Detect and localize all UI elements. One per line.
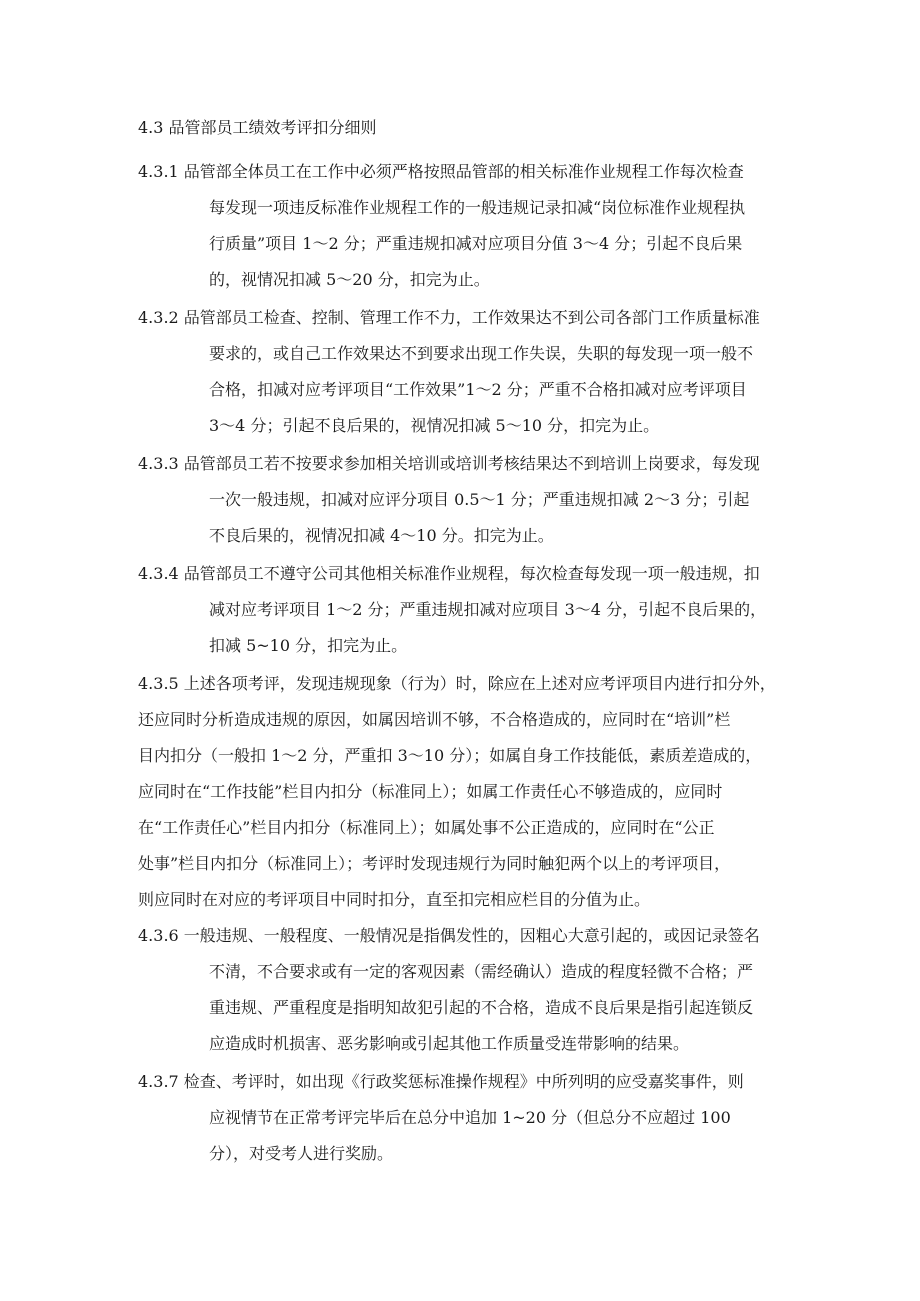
clause-line: 4.3.3 品管部员工若不按要求参加相关培训或培训考核结果达不到培训上岗要求，每发现 bbox=[138, 454, 760, 473]
clause-line: 行质量”项目 1～2 分；严重违规扣减对应项目分值 3～4 分；引起不良后果 bbox=[209, 234, 743, 253]
clause-line: 4.3.2 品管部员工检查、控制、管理工作不力，工作效果达不到公司各部门工作质量标准 bbox=[138, 308, 760, 327]
clause-line: 4.3.6 一般违规、一般程度、一般情况是指偶发性的，因粗心大意引起的，或因记录签名 bbox=[138, 926, 760, 945]
clause-line: 4.3.5 上述各项考评，发现违规现象（行为）时，除应在上述对应考评项目内进行扣分外， bbox=[138, 674, 776, 693]
clause-line: 4.3.1 品管部全体员工在工作中必须严格按照品管部的相关标准作业规程工作每次检查 bbox=[138, 162, 744, 181]
clause-line: 一次一般违规，扣减对应评分项目 0.5～1 分；严重违规扣减 2～3 分；引起 bbox=[209, 490, 750, 509]
clause-line: 应视情节在正常考评完毕后在总分中追加 1~20 分（但总分不应超过 100 bbox=[209, 1108, 731, 1127]
clause-line: 3～4 分；引起不良后果的，视情况扣减 5～10 分，扣完为止。 bbox=[209, 416, 660, 435]
clause-line: 每发现一项违反标准作业规程工作的一般违规记录扣减“岗位标准作业规程执 bbox=[209, 198, 746, 217]
clause-line: 处事”栏目内扣分（标准同上）；考评时发现违规行为同时触犯两个以上的考评项目， bbox=[138, 854, 731, 873]
clause-line: 要求的，或自己工作效果达不到要求出现工作失误，失职的每发现一项一般不 bbox=[209, 344, 754, 363]
clause-line: 应同时在“工作技能”栏目内扣分（标准同上）；如属工作责任心不够造成的，应同时 bbox=[138, 782, 723, 801]
clause-line: 不良后果的，视情况扣减 4～10 分。扣完为止。 bbox=[209, 526, 554, 545]
clause-line: 目内扣分（一般扣 1～2 分，严重扣 3～10 分）；如属自身工作技能低，素质差造成的， bbox=[138, 746, 762, 765]
clause-line: 应造成时机损害、恶劣影响或引起其他工作质量受连带影响的结果。 bbox=[209, 1034, 690, 1053]
clause-line: 4.3.7 检查、考评时，如出现《行政奖惩标准操作规程》中所列明的应受嘉奖事件，则 bbox=[138, 1072, 744, 1091]
clause-line: 不清，不合要求或有一定的客观因素（需经确认）造成的程度轻微不合格；严 bbox=[209, 962, 754, 981]
clause-line: 合格，扣减对应考评项目“工作效果”1～2 分；严重不合格扣减对应考评项目 bbox=[209, 380, 747, 399]
section-heading: 4.3 品管部员工绩效考评扣分细则 bbox=[138, 118, 377, 137]
clause-line: 在“工作责任心”栏目内扣分（标准同上）；如属处事不公正造成的，应同时在“公正 bbox=[138, 818, 715, 837]
clause-line: 减对应考评项目 1～2 分；严重违规扣减对应项目 3～4 分，引起不良后果的， bbox=[209, 600, 767, 619]
clause-line: 还应同时分析造成违规的原因，如属因培训不够，不合格造成的，应同时在“培训”栏 bbox=[138, 710, 731, 729]
clause-line: 重违规、严重程度是指明知故犯引起的不合格，造成不良后果是指引起连锁反 bbox=[209, 998, 754, 1017]
clause-line: 4.3.4 品管部员工不遵守公司其他相关标准作业规程，每次检查每发现一项一般违规，扣 bbox=[138, 564, 760, 583]
clause-line: 则应同时在对应的考评项目中同时扣分，直至扣完相应栏目的分值为止。 bbox=[138, 890, 651, 909]
clause-line: 扣减 5~10 分，扣完为止。 bbox=[209, 636, 408, 655]
clause-line: 的，视情况扣减 5～20 分，扣完为止。 bbox=[209, 270, 490, 289]
clause-line: 分），对受考人进行奖励。 bbox=[209, 1144, 394, 1163]
